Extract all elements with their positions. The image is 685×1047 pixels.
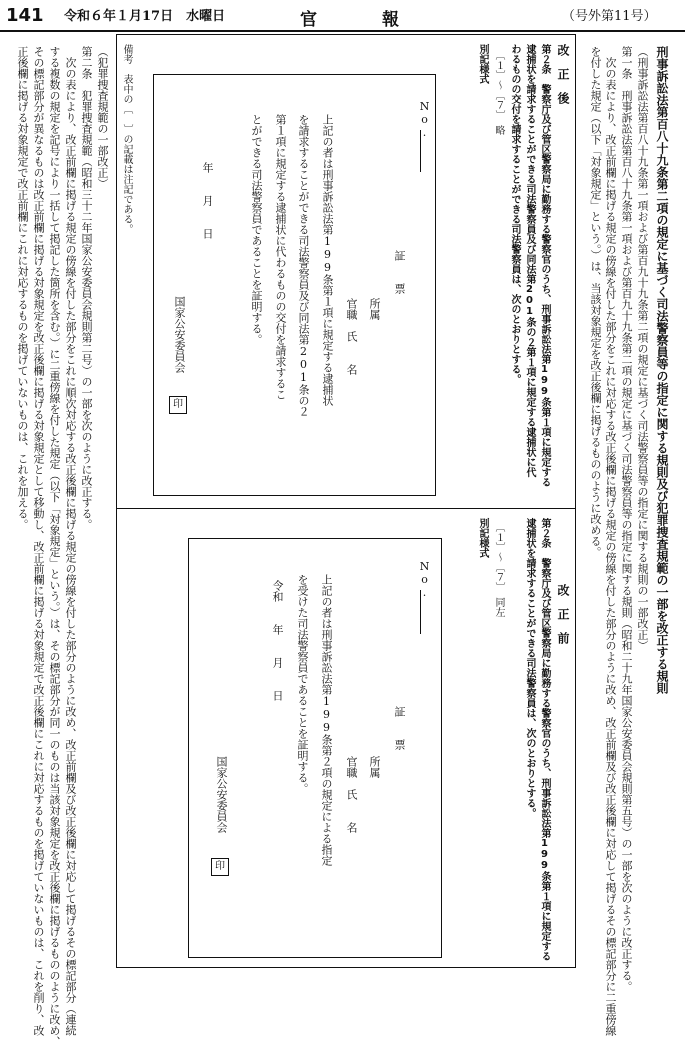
article1-line2: 次の表により、改正前欄に掲げる規定の傍線を付した部分をこれに対応する改正後欄に掲げる規定の傍線を付した部分のように改め、改正前欄及び改正後欄に対応して掲げるその標記部分に二重傍線 bbox=[604, 57, 617, 1036]
before-form-label: 別記様式 bbox=[477, 518, 488, 558]
page-header bbox=[0, 0, 685, 32]
after-art2-line3: わるものの交付を請求することができる司法警察員は、次のとおりとする。 bbox=[509, 44, 520, 384]
before-cert-position: 官職 氏 名 bbox=[345, 756, 358, 833]
before-cert-date: 年 月 日 bbox=[271, 624, 284, 701]
before-cert-affiliation: 所属 bbox=[368, 756, 381, 778]
after-cert-no: No. bbox=[418, 100, 431, 139]
after-form-label: 別記様式 bbox=[477, 44, 488, 84]
article2-line5: 正後欄に掲げる対象規定で改正前欄にこれに対応するものを掲げていないものは、これを加える。 bbox=[16, 46, 29, 530]
before-cert-body1: 上記の者は刑事訴訟法第199条第２項の規定による指定 bbox=[320, 574, 333, 866]
article2-heading: （犯罪捜査規範の一部改正） bbox=[96, 46, 109, 189]
issue-number: （号外第11号） bbox=[562, 9, 657, 24]
before-cert-seal: 印 bbox=[211, 858, 229, 876]
after-cert-title: 証 票 bbox=[393, 250, 406, 294]
after-cert-affiliation: 所属 bbox=[368, 298, 381, 320]
after-cert-body3: 第１項に規定する逮捕状に代わるものの交付を請求するこ bbox=[274, 114, 287, 400]
article1-line1: 第一条 刑事訴訟法第百八十九条第一項および第百九十九条第二項の規定に基づく司法警察員等の指定に関する規則（昭和二十九年国家公安委員会規則第五号）の一部を次のように改正する。 bbox=[620, 46, 633, 992]
before-column-heading: 改 正 前 bbox=[556, 584, 570, 644]
after-art2-line1: 第２条 警察庁及び管区警察局に勤務する警察官のうち、刑事訴訟法第199条第１項に規定する bbox=[539, 44, 550, 487]
before-art2-line1: 第２条 警察庁及び管区警察局に勤務する警察官のうち、刑事訴訟法第199条第１項に規定する bbox=[539, 518, 550, 961]
table-divider bbox=[116, 508, 575, 509]
article2-line1: 第二条 犯罪捜査規範（昭和三十二年国家公安委員会規則第二号）の一部を次のように改正する。 bbox=[80, 46, 93, 530]
publication-date: 令和６年１月17日 水曜日 bbox=[64, 9, 226, 24]
table-note: 備考 表中の〔 〕の記載は注記である。 bbox=[121, 44, 132, 234]
before-omitted: 〔１〕〜〔７〕 同左 bbox=[493, 522, 504, 617]
after-cert-seal: 印 bbox=[169, 396, 187, 414]
after-art2-line2: 逮捕状を請求することができる司法警察員及び同法第201条の２第１項に規定する逮捕状に代 bbox=[524, 44, 535, 477]
before-cert-title: 証 票 bbox=[393, 706, 406, 750]
gazette-title: 官 報 bbox=[300, 10, 423, 30]
article2-line3: する複数の規定を記号により一括して掲記した箇所を含む。）に二重傍線を付した規定（以下「対象規定」という。）は、その標記部分が同一のものは当該対象規定を改正後欄に掲げるもののように改め、 bbox=[48, 46, 61, 1047]
after-cert-date: 年 月 日 bbox=[201, 162, 214, 239]
after-cert-no-line bbox=[420, 130, 421, 172]
after-omitted: 〔１〕〜〔７〕 略 bbox=[493, 50, 504, 135]
after-cert-body2: を請求することができる司法警察員及び同法第201条の２ bbox=[297, 114, 310, 417]
after-cert-body1: 上記の者は刑事訴訟法第199条第１項に規定する逮捕状 bbox=[321, 114, 334, 406]
before-cert-no-line bbox=[420, 590, 421, 634]
after-cert-position: 官職 氏 名 bbox=[345, 298, 358, 375]
article2-line2: 次の表により、改正前欄に掲げる規定の傍線を付した部分をこれに順次対応する改正後欄に掲げる規定の傍線を付した部分のように改め、改正前欄及び改正後欄に対応して掲げるその標記部分（連続 bbox=[64, 57, 77, 1036]
article1-line3: を付した規定（以下「対象規定」という。）は、当該対象規定を改正後欄に掲げるもののように改める。 bbox=[589, 46, 602, 558]
after-cert-issuer: 国家公安委員会 bbox=[173, 296, 186, 373]
before-cert-issuer: 国家公安委員会 bbox=[215, 756, 228, 833]
rule-title: 刑事訴訟法第百八十九条第二項の規定に基づく司法警察員等の指定に関する規則及び犯罪捜査規範の一部を改正する規則 bbox=[655, 46, 669, 694]
after-cert-body4: とができる司法警察員であることを証明する。 bbox=[250, 114, 263, 345]
page-number: 141 bbox=[6, 5, 44, 26]
article1-heading: （刑事訴訟法第百八十九条第一項および第百九十九条第二項の規定に基づく司法警察員等の指定に関する規則の一部改正） bbox=[636, 46, 649, 651]
article2-line4: その標記部分が異なるものは改正前欄に掲げる対象規定を改正後欄に掲げる対象規定として移動し、改正前欄に掲げる対象規定で改正後欄にこれに対応するものを掲げていないものは、これを削り、改 bbox=[32, 46, 45, 1036]
after-column-heading: 改 正 後 bbox=[556, 44, 570, 104]
before-cert-body2: を受けた司法警察員であることを証明する。 bbox=[296, 574, 309, 794]
before-art2-line2: 逮捕状を請求することができる司法警察員は、次のとおりとする。 bbox=[524, 518, 535, 818]
before-cert-era: 令和 bbox=[271, 580, 284, 602]
before-cert-no: No. bbox=[418, 560, 431, 599]
